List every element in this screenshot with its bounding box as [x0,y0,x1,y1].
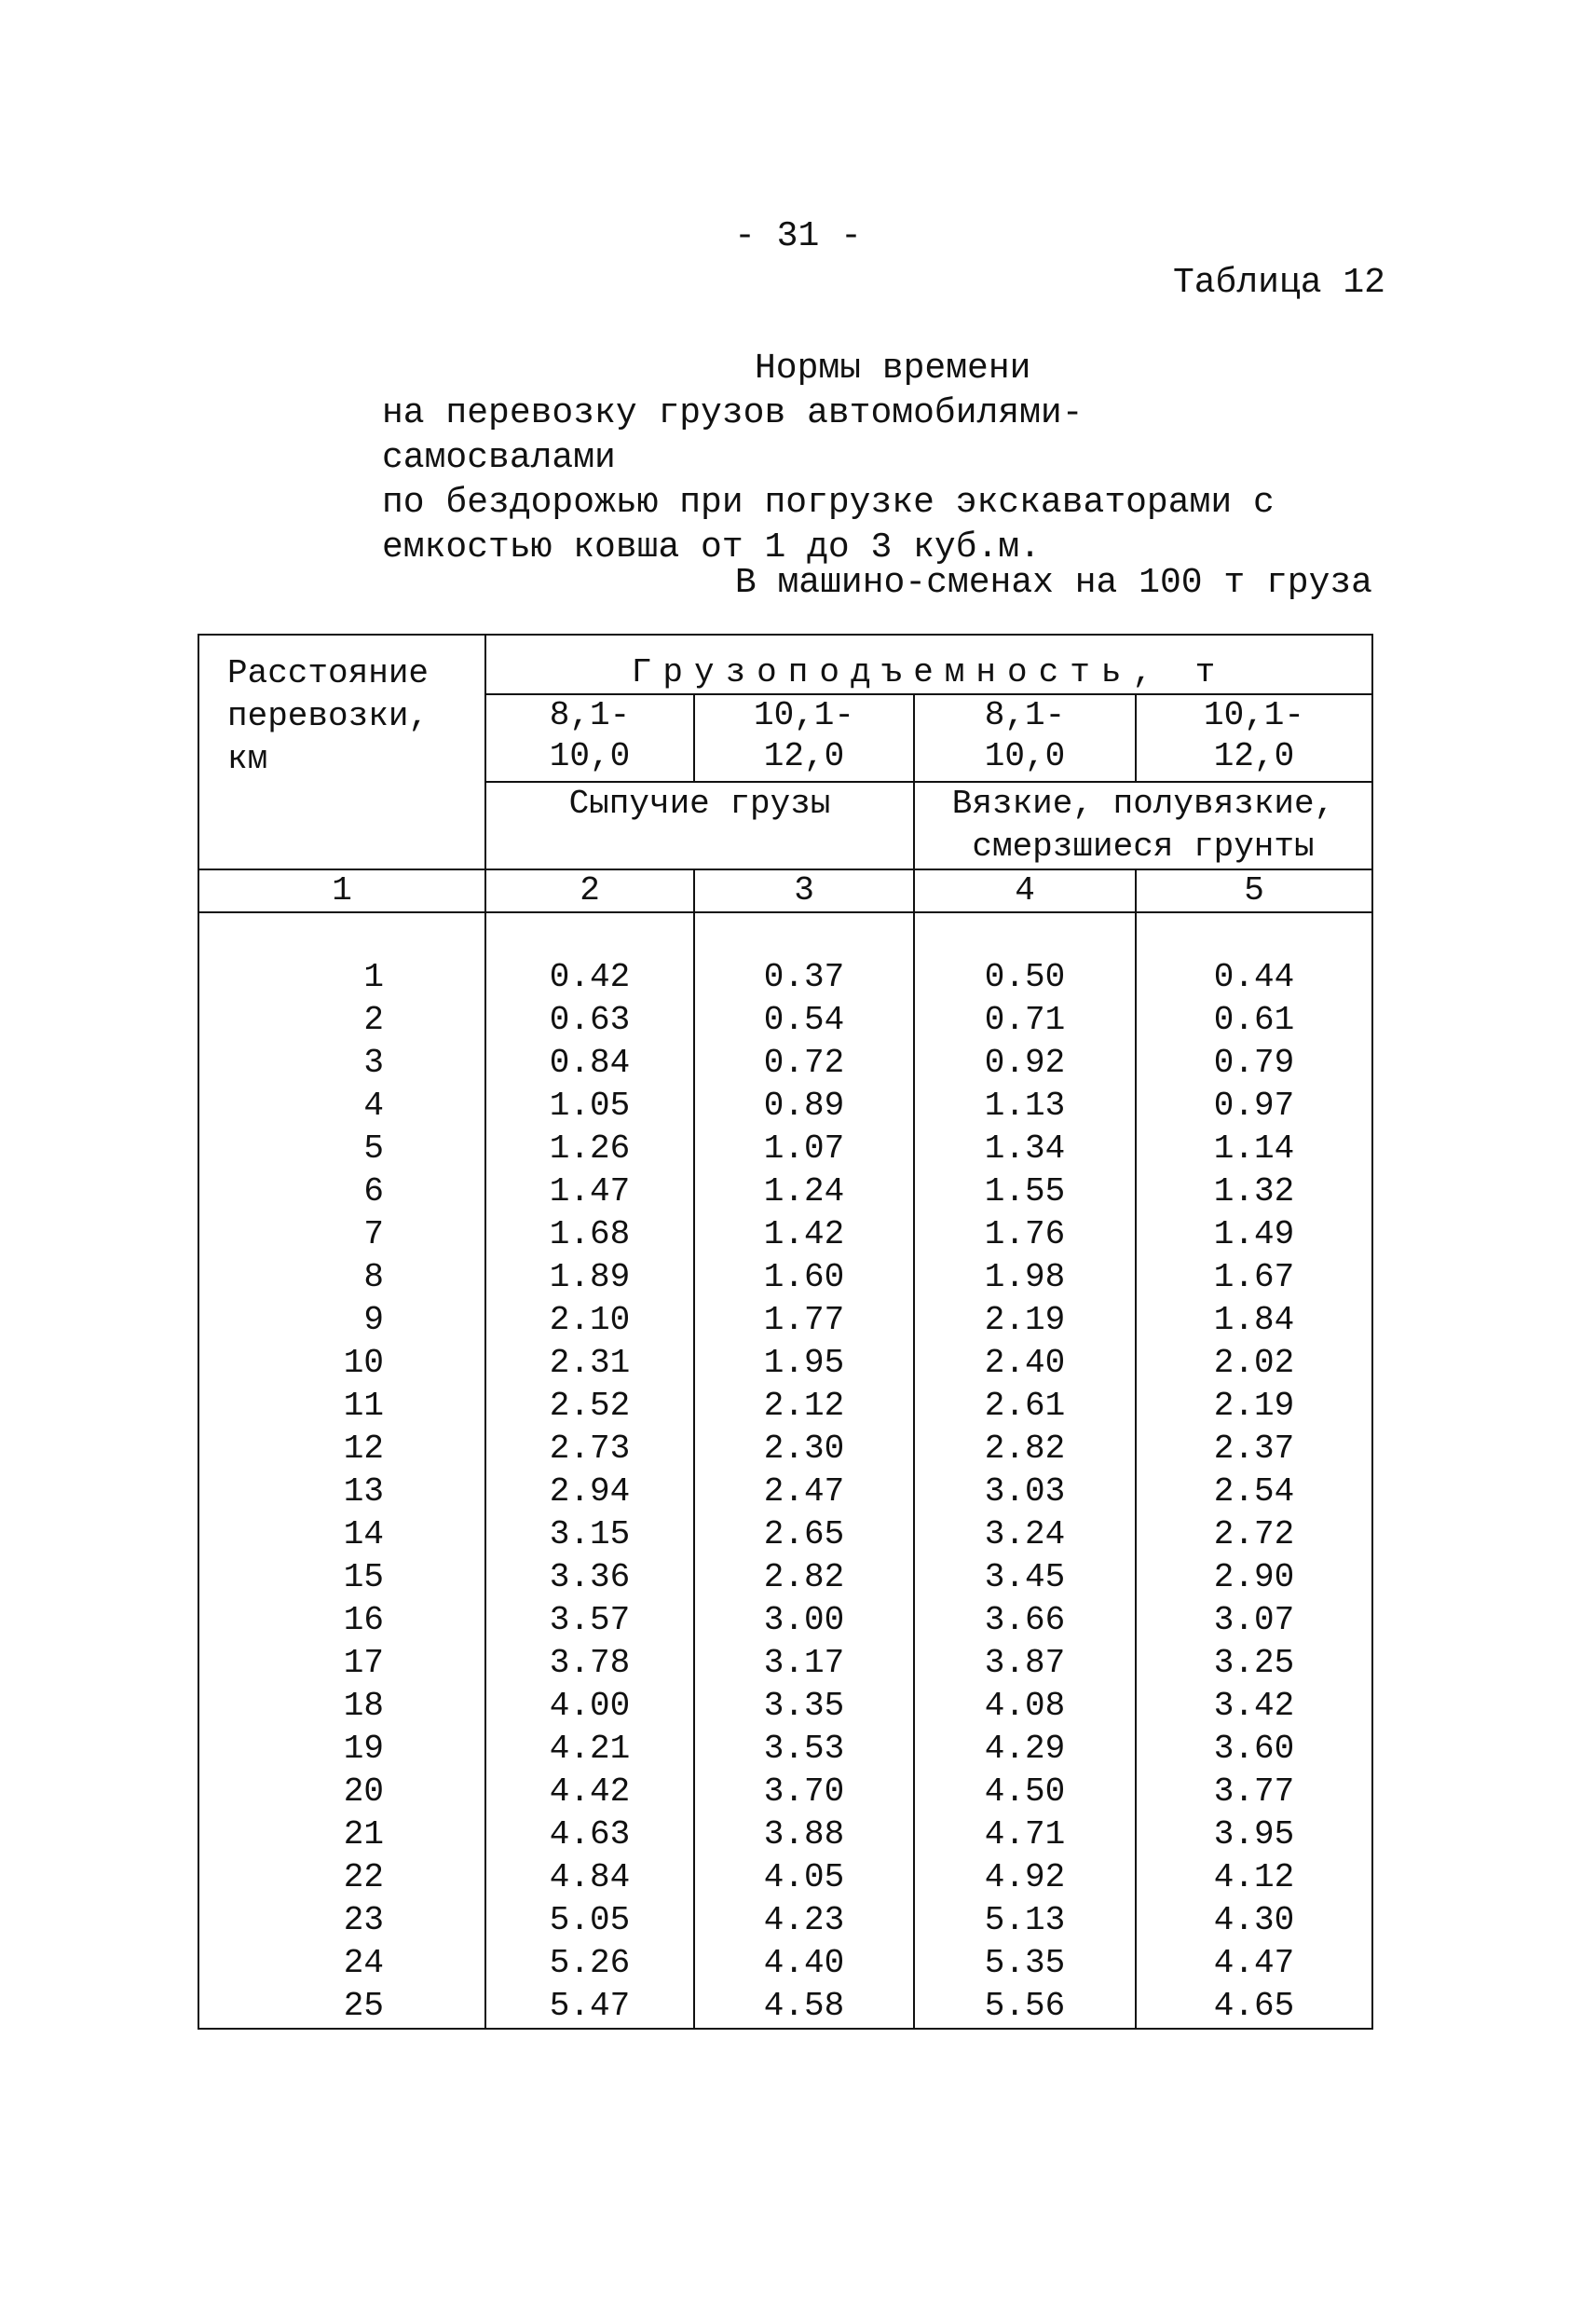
value-cell-col-2: 1.47 [485,1170,694,1213]
range-col-2-to: 10,0 [549,737,631,775]
distance-cell: 24 [198,1942,485,1985]
value-cell-col-4: 0.92 [914,1042,1136,1085]
distance-cell: 10 [198,1342,485,1385]
distance-cell: 11 [198,1385,485,1428]
range-col-4 [914,694,1136,782]
value-cell-col-4: 3.87 [914,1642,1136,1685]
column-number-3: 3 [694,869,914,912]
table-row [198,1471,1372,1513]
range-col-3-to: 12,0 [763,737,845,775]
title-line-2: на перевозку грузов автомобилями-самосвалами [382,393,1084,478]
value-cell-col-2: 1.89 [485,1256,694,1299]
value-cell-col-5: 3.42 [1136,1685,1372,1728]
value-cell-col-2: 4.00 [485,1685,694,1728]
distance-cell: 18 [198,1685,485,1728]
value-cell-col-2: 4.21 [485,1728,694,1771]
column-number-5: 5 [1136,869,1372,912]
value-cell-col-5: 0.44 [1136,956,1372,999]
distance-cell: 12 [198,1428,485,1471]
value-cell-col-2: 5.47 [485,1985,694,2029]
table-row [198,1642,1372,1685]
value-cell-col-2: 2.31 [485,1342,694,1385]
value-cell-col-2: 0.63 [485,999,694,1042]
value-cell-col-3: 3.17 [694,1642,914,1685]
value-cell-col-4: 0.50 [914,956,1136,999]
distance-cell: 1 [198,956,485,999]
table-row [198,1771,1372,1813]
value-cell-col-2: 2.10 [485,1299,694,1342]
value-cell-col-5: 2.19 [1136,1385,1372,1428]
column-number-1: 1 [198,869,485,912]
value-cell-col-3: 0.89 [694,1085,914,1128]
range-col-3-from: 10,1- [753,696,855,734]
value-cell-col-4: 4.29 [914,1728,1136,1771]
value-cell-col-2: 3.36 [485,1556,694,1599]
value-cell-col-2: 4.84 [485,1856,694,1899]
table-row [198,1899,1372,1942]
value-cell-col-5: 0.61 [1136,999,1372,1042]
value-cell-col-5: 4.30 [1136,1899,1372,1942]
spacer-row [198,912,1372,956]
table-row [198,1213,1372,1256]
table-row [198,1085,1372,1128]
column-number-row [198,869,1372,912]
distance-cell: 17 [198,1642,485,1685]
table-row [198,1856,1372,1899]
value-cell-col-3: 3.53 [694,1728,914,1771]
value-cell-col-3: 3.88 [694,1813,914,1856]
value-cell-col-3: 0.37 [694,956,914,999]
range-col-4-from: 8,1- [984,696,1066,734]
value-cell-col-3: 1.60 [694,1256,914,1299]
value-cell-col-4: 5.13 [914,1899,1136,1942]
table-row [198,999,1372,1042]
value-cell-col-3: 4.58 [694,1985,914,2029]
table-row [198,1942,1372,1985]
value-cell-col-3: 3.70 [694,1771,914,1813]
table-row [198,1599,1372,1642]
table-body [198,956,1372,2029]
table-row [198,1385,1372,1428]
value-cell-col-4: 4.71 [914,1813,1136,1856]
value-cell-col-3: 2.30 [694,1428,914,1471]
value-cell-col-5: 2.54 [1136,1471,1372,1513]
value-cell-col-2: 2.94 [485,1471,694,1513]
units-note: В машино-сменах на 100 т груза [734,563,1372,603]
value-cell-col-5: 2.90 [1136,1556,1372,1599]
distance-cell: 4 [198,1085,485,1128]
value-cell-col-3: 2.12 [694,1385,914,1428]
distance-cell: 13 [198,1471,485,1513]
value-cell-col-4: 4.08 [914,1685,1136,1728]
value-cell-col-3: 1.95 [694,1342,914,1385]
value-cell-col-3: 0.54 [694,999,914,1042]
table-row [198,1042,1372,1085]
distance-cell: 2 [198,999,485,1042]
value-cell-col-4: 3.03 [914,1471,1136,1513]
value-cell-col-3: 2.82 [694,1556,914,1599]
value-cell-col-3: 1.42 [694,1213,914,1256]
value-cell-col-4: 1.13 [914,1085,1136,1128]
value-cell-col-4: 3.45 [914,1556,1136,1599]
value-cell-col-5: 0.79 [1136,1042,1372,1085]
range-col-4-to: 10,0 [984,737,1066,775]
value-cell-col-2: 1.68 [485,1213,694,1256]
distance-cell: 6 [198,1170,485,1213]
value-cell-col-4: 5.35 [914,1942,1136,1985]
distance-cell: 20 [198,1771,485,1813]
header-row-capacity [198,652,1372,694]
value-cell-col-5: 2.72 [1136,1513,1372,1556]
value-cell-col-2: 1.26 [485,1128,694,1170]
distance-cell: 23 [198,1899,485,1942]
distance-header-line-1: Расстояние [227,654,430,692]
table-top-rule [198,635,1372,652]
value-cell-col-3: 1.24 [694,1170,914,1213]
distance-cell: 25 [198,1985,485,2029]
value-cell-col-4: 1.34 [914,1128,1136,1170]
distance-cell: 15 [198,1556,485,1599]
capacity-header: Грузоподъемность, т [485,652,1372,694]
value-cell-col-4: 1.76 [914,1213,1136,1256]
distance-cell: 14 [198,1513,485,1556]
value-cell-col-5: 1.84 [1136,1299,1372,1342]
value-cell-col-5: 0.97 [1136,1085,1372,1128]
value-cell-col-2: 2.73 [485,1428,694,1471]
value-cell-col-4: 1.55 [914,1170,1136,1213]
distance-header [198,652,485,869]
table-row [198,1342,1372,1385]
distance-cell: 5 [198,1128,485,1170]
table-row [198,956,1372,999]
value-cell-col-2: 4.42 [485,1771,694,1813]
table-row [198,1985,1372,2029]
value-cell-col-3: 2.65 [694,1513,914,1556]
value-cell-col-5: 4.12 [1136,1856,1372,1899]
value-cell-col-3: 4.23 [694,1899,914,1942]
value-cell-col-3: 1.07 [694,1128,914,1170]
value-cell-col-2: 5.26 [485,1942,694,1985]
range-col-5-to: 12,0 [1213,737,1295,775]
cargo-type-viscous: Вязкие, полувязкие, смерзшиеся грунты [914,782,1372,869]
title-line-1: Нормы времени [755,349,1031,389]
table-row [198,1728,1372,1771]
value-cell-col-2: 1.05 [485,1085,694,1128]
value-cell-col-5: 1.14 [1136,1128,1372,1170]
value-cell-col-5: 1.49 [1136,1213,1372,1256]
range-col-5-from: 10,1- [1203,696,1305,734]
value-cell-col-4: 3.66 [914,1599,1136,1642]
distance-cell: 16 [198,1599,485,1642]
value-cell-col-2: 4.63 [485,1813,694,1856]
range-col-2-from: 8,1- [549,696,631,734]
value-cell-col-4: 2.82 [914,1428,1136,1471]
distance-cell: 21 [198,1813,485,1856]
value-cell-col-5: 1.32 [1136,1170,1372,1213]
page-number: - 31 - [734,216,862,256]
table-row [198,1556,1372,1599]
value-cell-col-4: 5.56 [914,1985,1136,2029]
value-cell-col-3: 4.05 [694,1856,914,1899]
value-cell-col-5: 1.67 [1136,1256,1372,1299]
distance-cell: 9 [198,1299,485,1342]
value-cell-col-5: 3.60 [1136,1728,1372,1771]
value-cell-col-4: 2.19 [914,1299,1136,1342]
value-cell-col-5: 2.02 [1136,1342,1372,1385]
column-number-4: 4 [914,869,1136,912]
value-cell-col-2: 3.78 [485,1642,694,1685]
value-cell-col-5: 3.07 [1136,1599,1372,1642]
table-title [382,347,1314,570]
title-line-3: по бездорожью при погрузке экскаваторами с [382,483,1275,523]
range-col-3 [694,694,914,782]
distance-cell: 22 [198,1856,485,1899]
value-cell-col-4: 2.61 [914,1385,1136,1428]
table-row [198,1170,1372,1213]
value-cell-col-3: 2.47 [694,1471,914,1513]
table-row [198,1128,1372,1170]
table-row [198,1428,1372,1471]
value-cell-col-4: 1.98 [914,1256,1136,1299]
value-cell-col-2: 3.57 [485,1599,694,1642]
distance-header-line-3: км [227,740,268,778]
table-row [198,1299,1372,1342]
distance-cell: 7 [198,1213,485,1256]
distance-header-line-2: перевозки, [227,697,430,735]
table-row [198,1513,1372,1556]
table-label: Таблица 12 [1172,263,1385,303]
norms-table [198,634,1373,2030]
value-cell-col-2: 5.05 [485,1899,694,1942]
value-cell-col-4: 4.50 [914,1771,1136,1813]
value-cell-col-4: 0.71 [914,999,1136,1042]
value-cell-col-3: 3.35 [694,1685,914,1728]
value-cell-col-4: 4.92 [914,1856,1136,1899]
value-cell-col-4: 3.24 [914,1513,1136,1556]
range-col-2 [485,694,694,782]
range-col-5 [1136,694,1372,782]
value-cell-col-3: 3.00 [694,1599,914,1642]
distance-cell: 8 [198,1256,485,1299]
value-cell-col-2: 3.15 [485,1513,694,1556]
value-cell-col-2: 0.84 [485,1042,694,1085]
value-cell-col-4: 2.40 [914,1342,1136,1385]
table-row [198,1813,1372,1856]
table-row [198,1685,1372,1728]
table-row [198,1256,1372,1299]
column-number-2: 2 [485,869,694,912]
distance-cell: 3 [198,1042,485,1085]
value-cell-col-5: 2.37 [1136,1428,1372,1471]
value-cell-col-5: 3.77 [1136,1771,1372,1813]
title-line-4: емкостью ковша от 1 до 3 куб.м. [382,527,1041,568]
value-cell-col-3: 4.40 [694,1942,914,1985]
distance-cell: 19 [198,1728,485,1771]
value-cell-col-5: 4.47 [1136,1942,1372,1985]
value-cell-col-2: 2.52 [485,1385,694,1428]
value-cell-col-2: 0.42 [485,956,694,999]
cargo-type-bulk: Сыпучие грузы [485,782,914,869]
value-cell-col-5: 4.65 [1136,1985,1372,2029]
value-cell-col-3: 1.77 [694,1299,914,1342]
value-cell-col-5: 3.25 [1136,1642,1372,1685]
value-cell-col-3: 0.72 [694,1042,914,1085]
value-cell-col-5: 3.95 [1136,1813,1372,1856]
